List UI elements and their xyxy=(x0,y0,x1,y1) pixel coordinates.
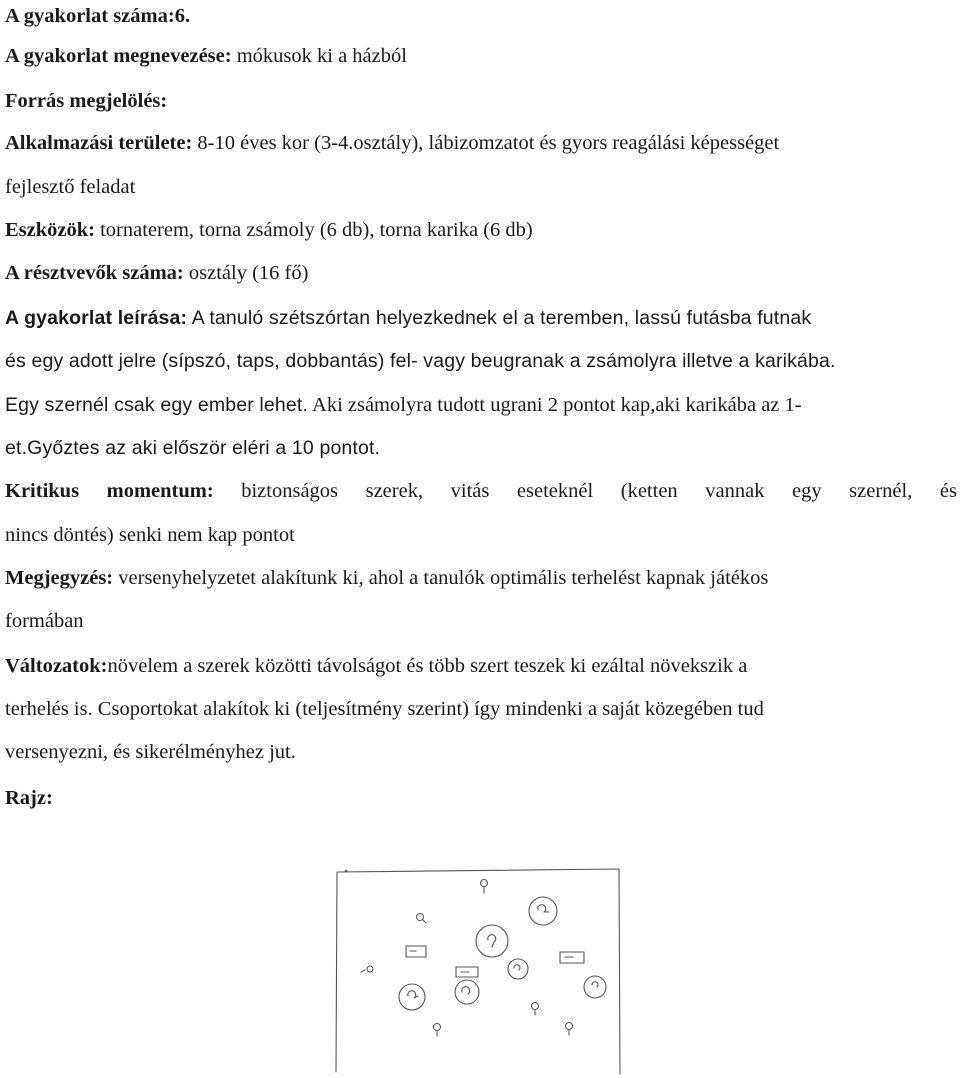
application-area-label: Alkalmazási területe: xyxy=(5,132,193,154)
variations-label: Változatok: xyxy=(5,655,108,677)
note-text-2: formában xyxy=(5,610,84,632)
description-text-4: et.Győztes az aki először eléri a 10 pontot. xyxy=(5,437,381,459)
variations-text-1: növelem a szerek közötti távolságot és több szert teszek ki ezáltal növekszik a xyxy=(107,655,748,677)
variations-line-2 xyxy=(5,697,764,721)
critical-line-1 xyxy=(5,479,957,503)
application-area-text-1: 8-10 éves kor (3-4.osztály), lábizomzatot és gyors reagálási képességet xyxy=(192,132,780,154)
critical-line-2 xyxy=(5,523,295,547)
critical-text-1: biztonságos szerek, vitás eseteknél (ketten vannak egy szernél, és xyxy=(213,480,958,502)
source-line xyxy=(5,89,167,113)
hoop-4 xyxy=(399,984,425,1010)
variations-text-2: terhelés is. Csoportokat alakítok ki (teljesítmény szerint) így mindenki a saját közegében tud xyxy=(5,698,764,720)
note-line-2 xyxy=(5,609,84,633)
drawing-label: Rajz: xyxy=(5,787,53,809)
hoop-2 xyxy=(476,925,508,957)
application-area-text-2: fejlesztő feladat xyxy=(5,176,136,198)
exercise-name-value: mókusok ki a házból xyxy=(231,45,407,67)
description-text-3: Egy szernél csak egy ember lehet. xyxy=(5,394,309,416)
application-area-line-2 xyxy=(5,175,135,199)
description-text-3b: Aki zsámolyra tudott ugrani 2 pontot kap,aki karikába az 1- xyxy=(308,394,802,416)
drawing-line xyxy=(5,786,53,810)
hoop-6 xyxy=(584,976,606,998)
exercise-number-line xyxy=(5,4,190,28)
variations-line-3 xyxy=(5,740,296,764)
hoop-3 xyxy=(508,959,528,979)
variations-line-1 xyxy=(5,654,747,678)
description-line-2 xyxy=(5,349,836,373)
equipment-line xyxy=(5,218,533,242)
participants-value: osztály (16 fő) xyxy=(183,262,309,284)
note-line-1 xyxy=(5,566,768,590)
participants-line xyxy=(5,261,308,285)
exercise-number-value: 6. xyxy=(174,5,191,27)
critical-text-2: nincs döntés) senki nem kap pontot xyxy=(5,524,295,546)
description-line-4 xyxy=(5,436,380,460)
hoop-1 xyxy=(529,897,557,925)
application-area-line-1 xyxy=(5,131,779,155)
equipment-value: tornaterem, torna zsámoly (6 db), torna karika (6 db) xyxy=(94,219,533,241)
note-text-1: versenyhelyzetet alakítunk ki, ahol a tanulók optimális terhelést kapnak játékos xyxy=(113,567,769,589)
exercise-name-label: A gyakorlat megnevezése: xyxy=(5,45,232,67)
exercise-number-label: A gyakorlat száma: xyxy=(5,5,175,27)
source-label: Forrás megjelölés: xyxy=(5,90,168,112)
hand-drawn-gym-sketch xyxy=(334,866,622,1078)
participants-label: A résztvevők száma: xyxy=(5,262,184,284)
hoop-5 xyxy=(455,980,479,1004)
description-label: A gyakorlat leírása: xyxy=(5,307,188,329)
description-text-2: és egy adott jelre (sípszó, taps, dobbantás) fel- vagy beugranak a zsámolyra illetve a karikába. xyxy=(5,350,836,372)
description-text-1: A tanuló szétszórtan helyezkednek el a teremben, lassú futásba futnak xyxy=(187,307,812,329)
equipment-label: Eszközök: xyxy=(5,219,95,241)
critical-label: Kritikus momentum: xyxy=(5,480,214,502)
variations-text-3: versenyezni, és sikerélményhez jut. xyxy=(5,741,296,763)
exercise-name-line xyxy=(5,44,407,68)
description-line-1 xyxy=(5,306,811,330)
note-label: Megjegyzés: xyxy=(5,567,114,589)
description-line-3 xyxy=(5,393,802,417)
